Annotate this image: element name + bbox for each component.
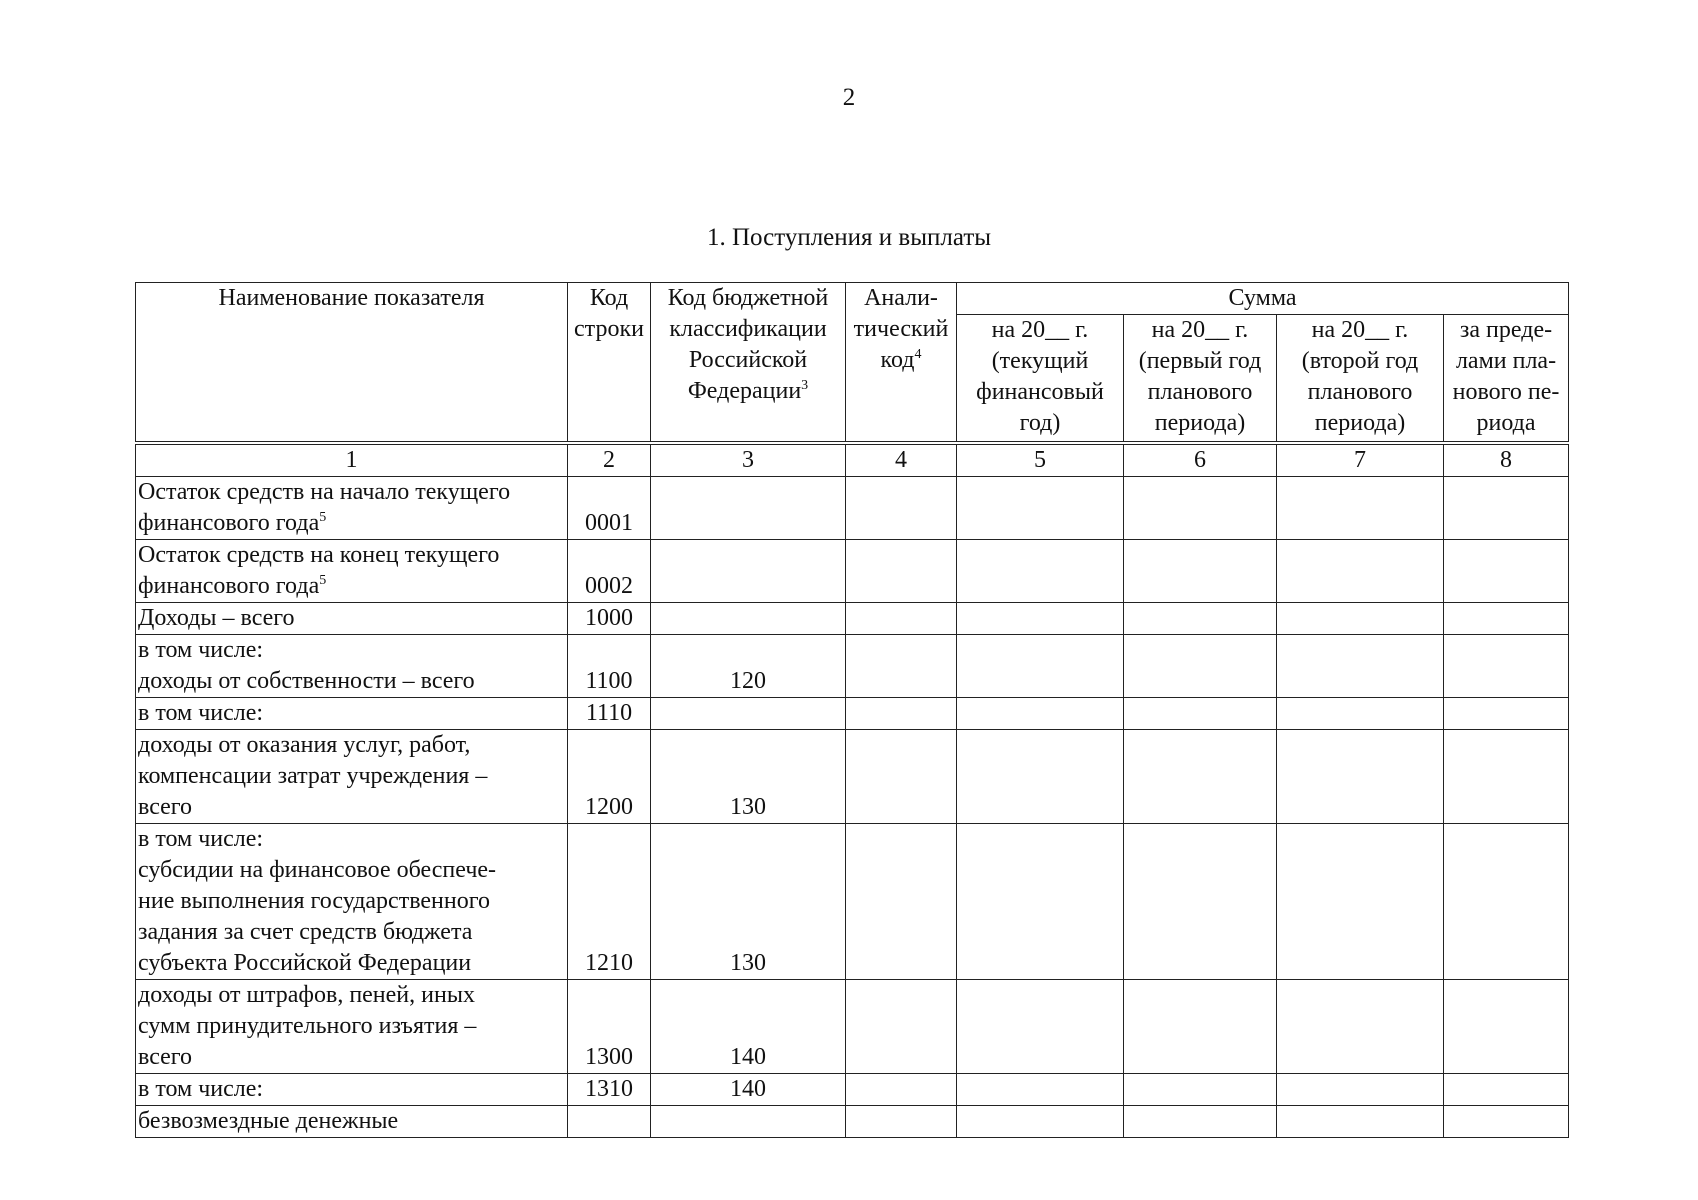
budget-code <box>651 540 846 603</box>
table-row <box>136 824 1569 980</box>
column-number: 3 <box>651 443 846 477</box>
sum-current-year-cell[interactable] <box>957 477 1124 540</box>
section-title: 1. Поступления и выплаты <box>706 224 992 251</box>
indicator-name: Остаток средств на начало текущего финансового года$^5$ <box>136 477 568 540</box>
sum-current-year-cell[interactable] <box>957 698 1124 730</box>
footnote-marker: 4 <box>914 347 922 362</box>
budget-code <box>651 698 846 730</box>
analytic-code-cell[interactable] <box>846 730 957 824</box>
row-code: 0001 <box>568 477 651 540</box>
row-code: 1210 <box>568 824 651 980</box>
sum-beyond-plan-cell[interactable] <box>1444 477 1569 540</box>
sum-plan-year-1-cell[interactable] <box>1124 540 1277 603</box>
header-year-plan-2: на 20__ г. (второй год планового периода) <box>1277 315 1444 444</box>
sum-plan-year-1-cell[interactable] <box>1124 1106 1277 1138</box>
analytic-code-cell[interactable] <box>846 824 957 980</box>
sum-plan-year-1-cell[interactable] <box>1124 824 1277 980</box>
budget-code: 140 <box>651 1074 846 1106</box>
analytic-code-cell[interactable] <box>846 635 957 698</box>
row-code: 1200 <box>568 730 651 824</box>
row-code: 0002 <box>568 540 651 603</box>
page-number: 2 <box>842 84 856 111</box>
sum-plan-year-2-cell[interactable] <box>1277 824 1444 980</box>
indicator-name: в том числе: <box>136 698 568 730</box>
sum-plan-year-1-cell[interactable] <box>1124 603 1277 635</box>
sum-plan-year-1-cell[interactable] <box>1124 980 1277 1074</box>
footnote-marker: 5 <box>319 573 327 588</box>
column-numbers-row <box>136 443 1569 477</box>
header-analytic-code: Анали- тический код$^4$ <box>846 283 957 444</box>
table-row <box>136 698 1569 730</box>
indicator-name: Доходы – всего <box>136 603 568 635</box>
footnote-marker: 5 <box>319 510 327 525</box>
footnote-marker: 3 <box>801 378 809 393</box>
sum-plan-year-2-cell[interactable] <box>1277 1074 1444 1106</box>
row-code: 1000 <box>568 603 651 635</box>
budget-code <box>651 603 846 635</box>
column-number: 5 <box>957 443 1124 477</box>
column-number: 8 <box>1444 443 1569 477</box>
sum-plan-year-1-cell[interactable] <box>1124 730 1277 824</box>
income-payments-table <box>135 282 1569 1138</box>
sum-plan-year-2-cell[interactable] <box>1277 698 1444 730</box>
sum-plan-year-2-cell[interactable] <box>1277 635 1444 698</box>
header-year-current: на 20__ г. (текущий финансовый год) <box>957 315 1124 444</box>
sum-plan-year-1-cell[interactable] <box>1124 698 1277 730</box>
table-row <box>136 477 1569 540</box>
column-number: 4 <box>846 443 957 477</box>
sum-plan-year-2-cell[interactable] <box>1277 477 1444 540</box>
table-row <box>136 635 1569 698</box>
header-beyond-plan: за преде- лами пла- нового пе- риода <box>1444 315 1569 444</box>
sum-beyond-plan-cell[interactable] <box>1444 980 1569 1074</box>
sum-plan-year-1-cell[interactable] <box>1124 1074 1277 1106</box>
sum-beyond-plan-cell[interactable] <box>1444 1106 1569 1138</box>
sum-current-year-cell[interactable] <box>957 730 1124 824</box>
indicator-name: доходы от штрафов, пеней, иных сумм принудительного изъятия – всего <box>136 980 568 1074</box>
sum-beyond-plan-cell[interactable] <box>1444 1074 1569 1106</box>
budget-code <box>651 1106 846 1138</box>
column-number: 2 <box>568 443 651 477</box>
sum-plan-year-1-cell[interactable] <box>1124 635 1277 698</box>
sum-current-year-cell[interactable] <box>957 540 1124 603</box>
analytic-code-cell[interactable] <box>846 477 957 540</box>
sum-beyond-plan-cell[interactable] <box>1444 635 1569 698</box>
indicator-name: безвозмездные денежные <box>136 1106 568 1138</box>
table-row <box>136 603 1569 635</box>
row-code: 1100 <box>568 635 651 698</box>
analytic-code-cell[interactable] <box>846 540 957 603</box>
sum-beyond-plan-cell[interactable] <box>1444 824 1569 980</box>
table-row <box>136 1106 1569 1138</box>
indicator-name: в том числе: <box>136 1074 568 1106</box>
table-row <box>136 730 1569 824</box>
row-code <box>568 1106 651 1138</box>
indicator-name: доходы от оказания услуг, работ, компенсации затрат учреждения – всего <box>136 730 568 824</box>
header-row-code: Код строки <box>568 283 651 444</box>
row-code: 1300 <box>568 980 651 1074</box>
sum-plan-year-2-cell[interactable] <box>1277 540 1444 603</box>
column-number: 1 <box>136 443 568 477</box>
sum-current-year-cell[interactable] <box>957 824 1124 980</box>
sum-beyond-plan-cell[interactable] <box>1444 540 1569 603</box>
column-number: 7 <box>1277 443 1444 477</box>
table-row <box>136 980 1569 1074</box>
header-year-plan-1: на 20__ г. (первый год планового периода) <box>1124 315 1277 444</box>
sum-current-year-cell[interactable] <box>957 1074 1124 1106</box>
header-name: Наименование показателя <box>136 283 568 444</box>
analytic-code-cell[interactable] <box>846 1106 957 1138</box>
column-number: 6 <box>1124 443 1277 477</box>
sum-plan-year-2-cell[interactable] <box>1277 730 1444 824</box>
sum-current-year-cell[interactable] <box>957 980 1124 1074</box>
table-row <box>136 1074 1569 1106</box>
sum-beyond-plan-cell[interactable] <box>1444 698 1569 730</box>
budget-code <box>651 477 846 540</box>
sum-plan-year-2-cell[interactable] <box>1277 603 1444 635</box>
sum-current-year-cell[interactable] <box>957 1106 1124 1138</box>
analytic-code-cell[interactable] <box>846 980 957 1074</box>
sum-current-year-cell[interactable] <box>957 603 1124 635</box>
budget-code: 120 <box>651 635 846 698</box>
indicator-name: в том числе: доходы от собственности – всего <box>136 635 568 698</box>
row-code: 1110 <box>568 698 651 730</box>
table-row <box>136 540 1569 603</box>
header-row-1 <box>136 283 1569 315</box>
analytic-code-cell[interactable] <box>846 603 957 635</box>
header-budget-code: Код бюджетной классификации Российской Федерации$^3$ <box>651 283 846 444</box>
sum-plan-year-2-cell[interactable] <box>1277 1106 1444 1138</box>
analytic-code-cell[interactable] <box>846 698 957 730</box>
indicator-name: Остаток средств на конец текущего финансового года$^5$ <box>136 540 568 603</box>
row-code: 1310 <box>568 1074 651 1106</box>
sum-plan-year-1-cell[interactable] <box>1124 477 1277 540</box>
sum-beyond-plan-cell[interactable] <box>1444 730 1569 824</box>
header-sum: Сумма <box>957 283 1569 315</box>
analytic-code-cell[interactable] <box>846 1074 957 1106</box>
sum-plan-year-2-cell[interactable] <box>1277 980 1444 1074</box>
budget-code: 130 <box>651 824 846 980</box>
sum-current-year-cell[interactable] <box>957 635 1124 698</box>
indicator-name: в том числе: субсидии на финансовое обеспече- ние выполнения государственного задания за счет средств бюджета субъекта Российской Федерации <box>136 824 568 980</box>
budget-code: 140 <box>651 980 846 1074</box>
budget-code: 130 <box>651 730 846 824</box>
sum-beyond-plan-cell[interactable] <box>1444 603 1569 635</box>
